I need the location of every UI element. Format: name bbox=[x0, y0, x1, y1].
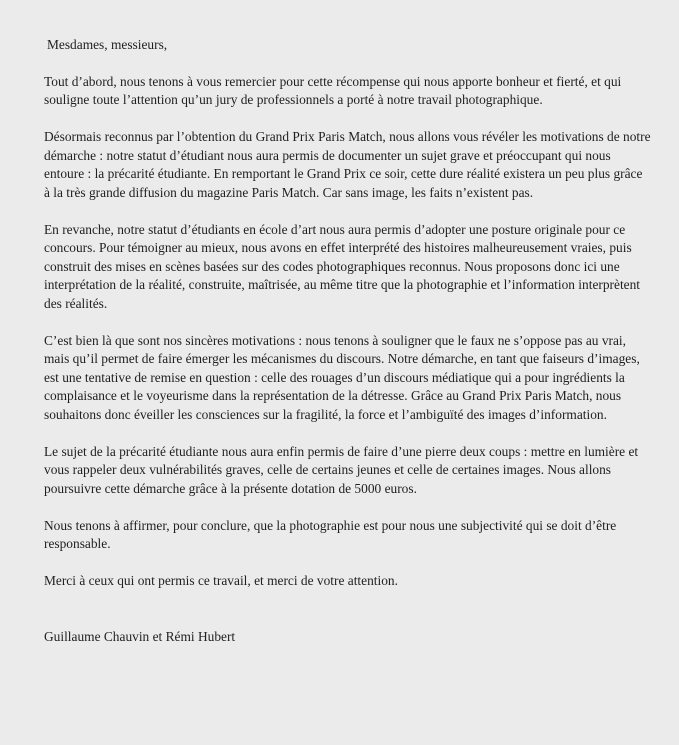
paragraph-precarity: Le sujet de la précarité étudiante nous aura enfin permis de faire d’une pierre deux coups : mettre en lumière et vous rappeler deux vulnérabilités graves, celle de certains jeunes et celle de certaines images. Nous allons poursuivre cette démarche grâce à la présente dotation de 5000 euros. bbox=[44, 443, 639, 496]
paragraph-true-false: C’est bien là que sont nos sincères motivations : nous tenons à souligner que le faux ne s’oppose pas au vrai, mais qu’il permet de faire émerger les mécanismes du discours. Notre démarche, en tant que faiseurs d’images, est une tentative de remise en question : celle des rouages d’un discours médiatique qui a pour ingrédients la complaisance et le voyeurisme dans la représentation de la détresse. Grâce au Grand Prix Paris Match, nous souhaitons donc éveiller les consciences sur la fragilité, la force et l’ambiguïté des images d’information. bbox=[44, 332, 640, 422]
letter-salutation: Mesdames, messieurs, bbox=[47, 37, 168, 52]
paragraph-conclusion: Nous tenons à affirmer, pour conclure, que la photographie est pour nous une subjectivité qui se doit d’être responsable. bbox=[44, 517, 617, 551]
paragraph-art-school: En revanche, notre statut d’étudiants en école d’art nous aura permis d’adopter une posture originale pour ce concours. Pour témoigner au mieux, nous avons en effet interprété des histoires malheureusement vraies, puis construit des mises en scènes basées sur des codes photographiques reconnus. Nous proposons donc ici une interprétation de la réalité, construite, maîtrisée, au même titre que la photographie et l’information interprètent des réalités. bbox=[44, 221, 641, 311]
letter-signature: Guillaume Chauvin et Rémi Hubert bbox=[44, 628, 236, 644]
paragraph-thanks: Tout d’abord, nous tenons à vous remercier pour cette récompense qui nous apporte bonheur et fierté, et qui souligne toute l’attention qu’un jury de professionnels a porté à notre travail photographique. bbox=[44, 73, 622, 107]
paragraph-closing-thanks: Merci à ceux qui ont permis ce travail, et merci de votre attention. bbox=[44, 573, 398, 588]
paragraph-motivations: Désormais reconnus par l’obtention du Grand Prix Paris Match, nous allons vous révéler les motivations de notre démarche : notre statut d’étudiant nous aura permis de documenter un sujet grave et préoccupant qui nous entoure : la précarité étudiante. En remportant le Grand Prix ce soir, cette dure réalité existera un peu plus grâce à la très grande diffusion du magazine Paris Match. Car sans image, les faits n’existent pas. bbox=[44, 129, 651, 200]
